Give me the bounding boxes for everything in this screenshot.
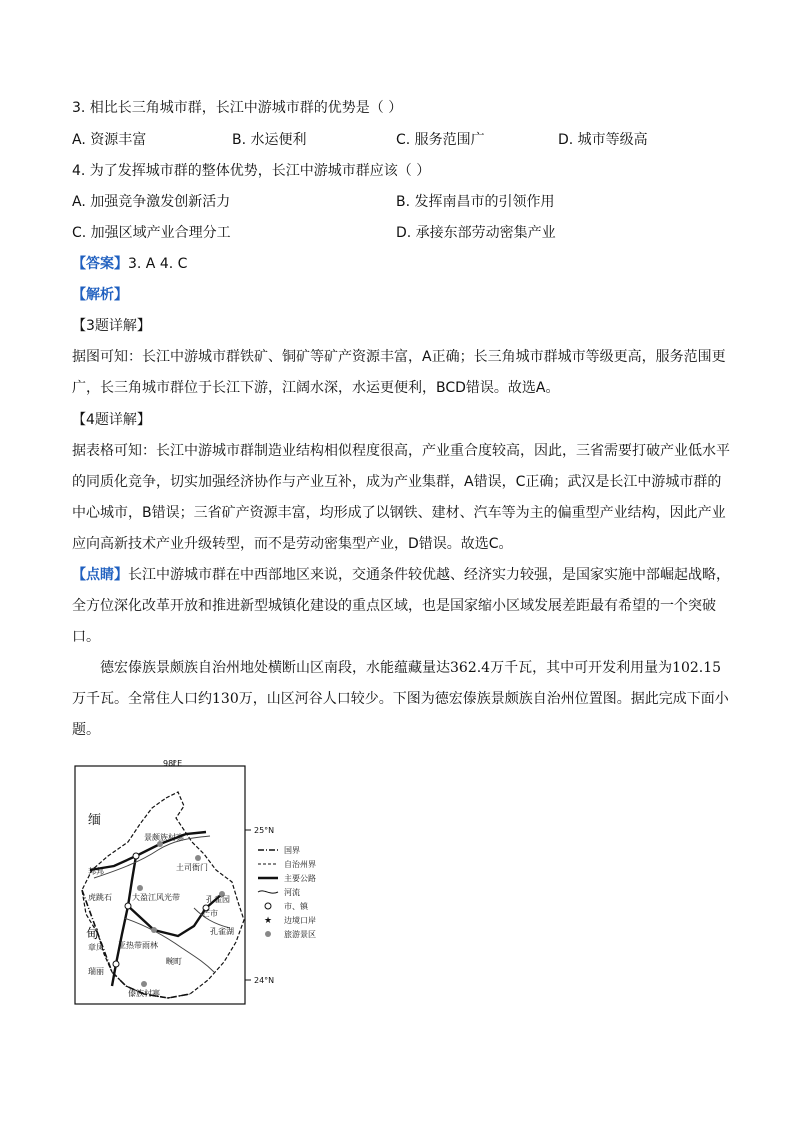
passage: 德宏傣族景颇族自治州地处横断山区南段，水能蕴藏量达362.4万千瓦，其中可开发利用量为102.15万千瓦。全常住人口约130万，山区河谷人口较少。下图为德宏傣族景颇族自治州位置图。据此完成下面小题。 bbox=[72, 660, 729, 738]
answer-text: 3. A 4. C bbox=[128, 256, 188, 272]
legend-label: 边境口岸 bbox=[284, 916, 316, 925]
detail3-title: 【3题详解】 bbox=[72, 318, 151, 334]
legend-label: 市、镇 bbox=[284, 902, 308, 911]
analysis-label bbox=[72, 285, 128, 305]
q3-option-c: C. 服务范围广 bbox=[396, 132, 485, 148]
country-char-2: 甸 bbox=[86, 927, 100, 942]
detail4-text: 据表格可知：长江中游城市群制造业结构相似程度很高，产业重合度较高，因此，三省需要打破产业低水平的同质化竞争，切实加强经济协作与产业互补，成为产业集群，A错误，C正确；武汉是长江中游城市群的中心城市，B错误；三省矿产资源丰富，均形成了以钢铁、建材、汽车等为主的偏重型产业结构，因此产业应向高新技术产业升级转型，而不是劳动密集型产业，D错误。故选C。 bbox=[72, 443, 730, 552]
place-label: 章凤 bbox=[88, 943, 104, 952]
map-legend bbox=[258, 846, 316, 939]
place-label: 亚热带雨林 bbox=[118, 941, 158, 950]
place-label: 芒市 bbox=[202, 909, 218, 918]
place-label: 孔雀园 bbox=[206, 895, 230, 904]
answer-label: 【答案】 bbox=[72, 256, 128, 272]
q4-option-d: D. 承接东部劳动密集产业 bbox=[396, 225, 556, 241]
legend-label: 自治州界 bbox=[284, 860, 316, 869]
place-label: 瑞丽 bbox=[88, 967, 104, 976]
lat-bottom-label: 24°N bbox=[254, 976, 275, 985]
legend-symbol-scenic bbox=[265, 931, 271, 937]
answer-line bbox=[72, 254, 187, 274]
legend-symbol-town bbox=[265, 903, 271, 909]
legend-label: 国界 bbox=[284, 846, 300, 855]
tip-paragraph bbox=[72, 560, 732, 653]
location-map bbox=[74, 758, 364, 1008]
scenic-marker bbox=[141, 981, 147, 987]
tip-label: 【点睛】 bbox=[72, 567, 128, 583]
legend-label: 旅游景区 bbox=[284, 930, 316, 939]
place-label: 景颇族村寨 bbox=[144, 833, 184, 842]
map-svg bbox=[74, 758, 364, 1008]
q4-option-b: B. 发挥南昌市的引领作用 bbox=[396, 194, 555, 210]
legend-symbol-river bbox=[258, 891, 278, 893]
lon-label: 98°E bbox=[163, 759, 183, 768]
legend-label: 河流 bbox=[284, 888, 300, 897]
scenic-marker bbox=[195, 855, 201, 861]
scenic-marker bbox=[151, 927, 157, 933]
scenic-marker bbox=[137, 885, 143, 891]
place-label: 土司衙门 bbox=[176, 863, 208, 872]
star-icon: ★ bbox=[264, 916, 273, 926]
q3-option-d: D. 城市等级高 bbox=[558, 132, 648, 148]
analysis-tag: 【解析】 bbox=[72, 287, 128, 303]
detail3-text: 据图可知：长江中游城市群铁矿、铜矿等矿产资源丰富，A正确；长三角城市群城市等级更高，服务范围更广，长三角城市群位于长江下游，江阔水深，水运更便利，BCD错误。故选A。 bbox=[72, 349, 726, 396]
tip-text: 长江中游城市群在中西部地区来说，交通条件较优越、经济实力较强，是国家实施中部崛起战略，全方位深化改革开放和推进新型城镇化建设的重点区域，也是国家缩小区域发展差距最有希望的一个突破口。 bbox=[72, 567, 730, 645]
q4-stem: 4. 为了发挥城市群的整体优势，长江中游城市群应该（ ） bbox=[72, 163, 431, 179]
q4-option-a: A. 加强竞争激发创新活力 bbox=[72, 194, 231, 210]
q4-option-c: C. 加强区域产业合理分工 bbox=[72, 225, 231, 241]
lat-top-label: 25°N bbox=[254, 826, 275, 835]
q3-option-a: A. 资源丰富 bbox=[72, 132, 147, 148]
town-marker bbox=[113, 961, 119, 967]
q3-stem: 3. 相比长三角城市群，长江中游城市群的优势是（ ） bbox=[72, 100, 403, 116]
place-label: 大盈江风光带 bbox=[132, 893, 180, 902]
town-marker bbox=[125, 903, 131, 909]
place-label: 虎跳石 bbox=[88, 893, 112, 902]
country-char-1: 缅 bbox=[88, 813, 102, 828]
legend-label: 主要公路 bbox=[284, 874, 316, 883]
place-label: 傣族村寨 bbox=[128, 989, 160, 998]
place-label: 邦邦 bbox=[88, 867, 104, 876]
q3-option-b: B. 水运便利 bbox=[232, 132, 307, 148]
detail4-title: 【4题详解】 bbox=[72, 412, 151, 428]
place-label: 孔雀湖 bbox=[210, 927, 234, 936]
town-marker bbox=[133, 853, 139, 859]
place-label: 畹町 bbox=[166, 957, 182, 966]
